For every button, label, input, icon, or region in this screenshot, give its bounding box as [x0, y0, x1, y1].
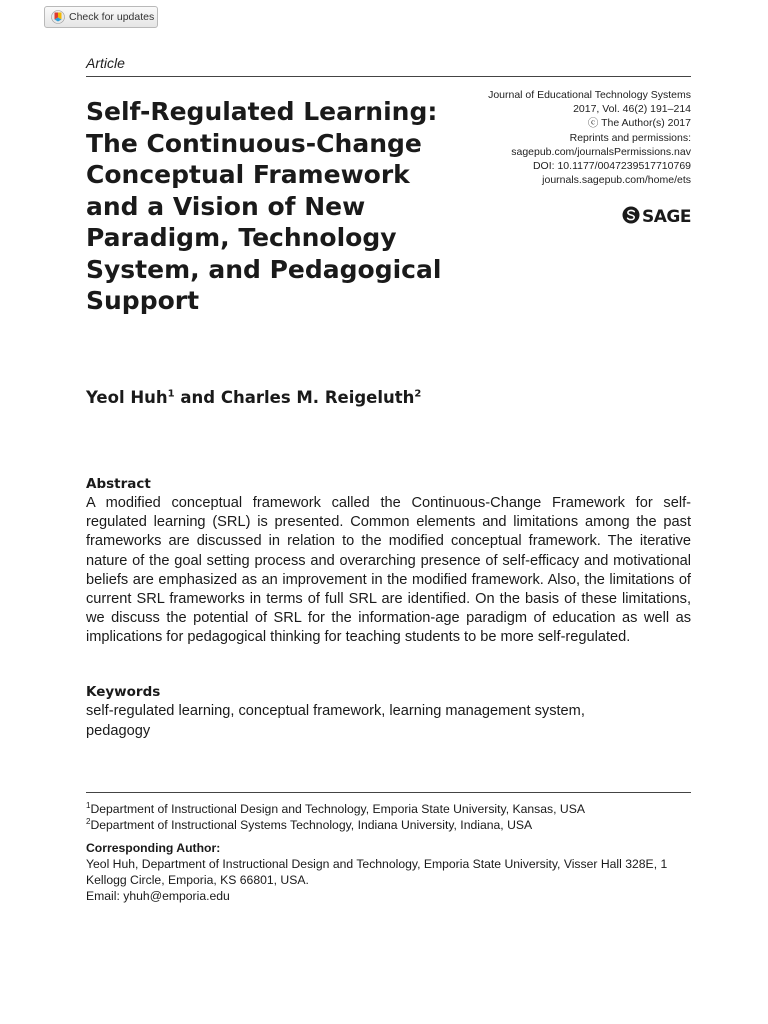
keywords-heading: Keywords [86, 684, 161, 700]
crossmark-icon [51, 10, 65, 24]
affiliation-marker: 2 [414, 388, 422, 400]
abstract-heading: Abstract [86, 476, 151, 492]
reprints-label: Reprints and permissions: [569, 131, 691, 144]
corresponding-author-email-line [86, 888, 691, 904]
email-link[interactable]: yhuh@emporia.edu [123, 889, 230, 903]
sage-logo [622, 206, 691, 228]
abstract-body: A modified conceptual framework called the Continuous-Change Framework for self-regulated learning (SRL) is presented. Common elements and limitations among the past frameworks are discussed in relation to the modified conceptual framework. The iterative nature of the goal setting process and overarching presence of self-efficacy and motivational beliefs are emphasized as an improvement in the modified framework. Also, the limitations of current SRL frameworks in terms of full SRL are identified. On the basis of these limitations, we discuss the potential of SRL for the information-age paradigm of education as well as implications for pedagogical thinking for teaching students to be more self-regulated. [86, 495, 691, 646]
header-divider [86, 76, 691, 77]
author-name: Charles M. Reigeluth [220, 388, 415, 407]
author-name: Yeol Huh [86, 388, 168, 407]
article-type-label: Article [86, 55, 125, 71]
permissions-link[interactable]: sagepub.com/journalsPermissions.nav [511, 145, 691, 158]
author-list [86, 388, 421, 407]
paper-title: Self-Regulated Learning: The Continuous-Change Conceptual Framework and a Vision of New Paradigm, Technology System, and Pedagogical Support [86, 97, 442, 315]
author-connector: and [180, 388, 216, 407]
check-for-updates-button[interactable] [44, 6, 158, 28]
footnote-divider [86, 792, 691, 793]
email-label: Email: [86, 889, 120, 903]
corresponding-author-address: Yeol Huh, Department of Instructional Design and Technology, Emporia State University, Visser Hall 328E, 1 Kellogg Circle, Emporia, KS 66801, USA. [86, 857, 668, 887]
footnotes [86, 801, 691, 904]
affiliation-marker: 1 [167, 388, 175, 400]
copyright-notice: ⓒ The Author(s) 2017 [587, 117, 691, 130]
affiliation-marker: 2 [86, 816, 91, 826]
sage-s-icon [622, 206, 640, 229]
affiliation-1: $^1$Department of Instructional Design and Technology, Emporia State University, Kansas, USA [86, 800, 585, 816]
sage-logo-text: SAGE [642, 207, 691, 227]
affiliation-marker: 1 [86, 800, 91, 810]
keywords-body: self-regulated learning, conceptual framework, learning management system, pedagogy [86, 703, 585, 739]
corresponding-author-heading: Corresponding Author: [86, 841, 221, 855]
journal-name: Journal of Educational Technology Systems [488, 89, 691, 101]
journal-home-link[interactable]: journals.sagepub.com/home/ets [542, 174, 691, 187]
affiliation-2: $^2$Department of Instructional Systems Technology, Indiana University, Indiana, USA [86, 816, 533, 832]
journal-info [471, 88, 691, 187]
check-for-updates-label: Check for updates [69, 11, 155, 23]
journal-issue: 2017, Vol. 46(2) 191–214 [573, 103, 691, 116]
doi[interactable]: DOI: 10.1177/0047239517710769 [532, 160, 691, 173]
